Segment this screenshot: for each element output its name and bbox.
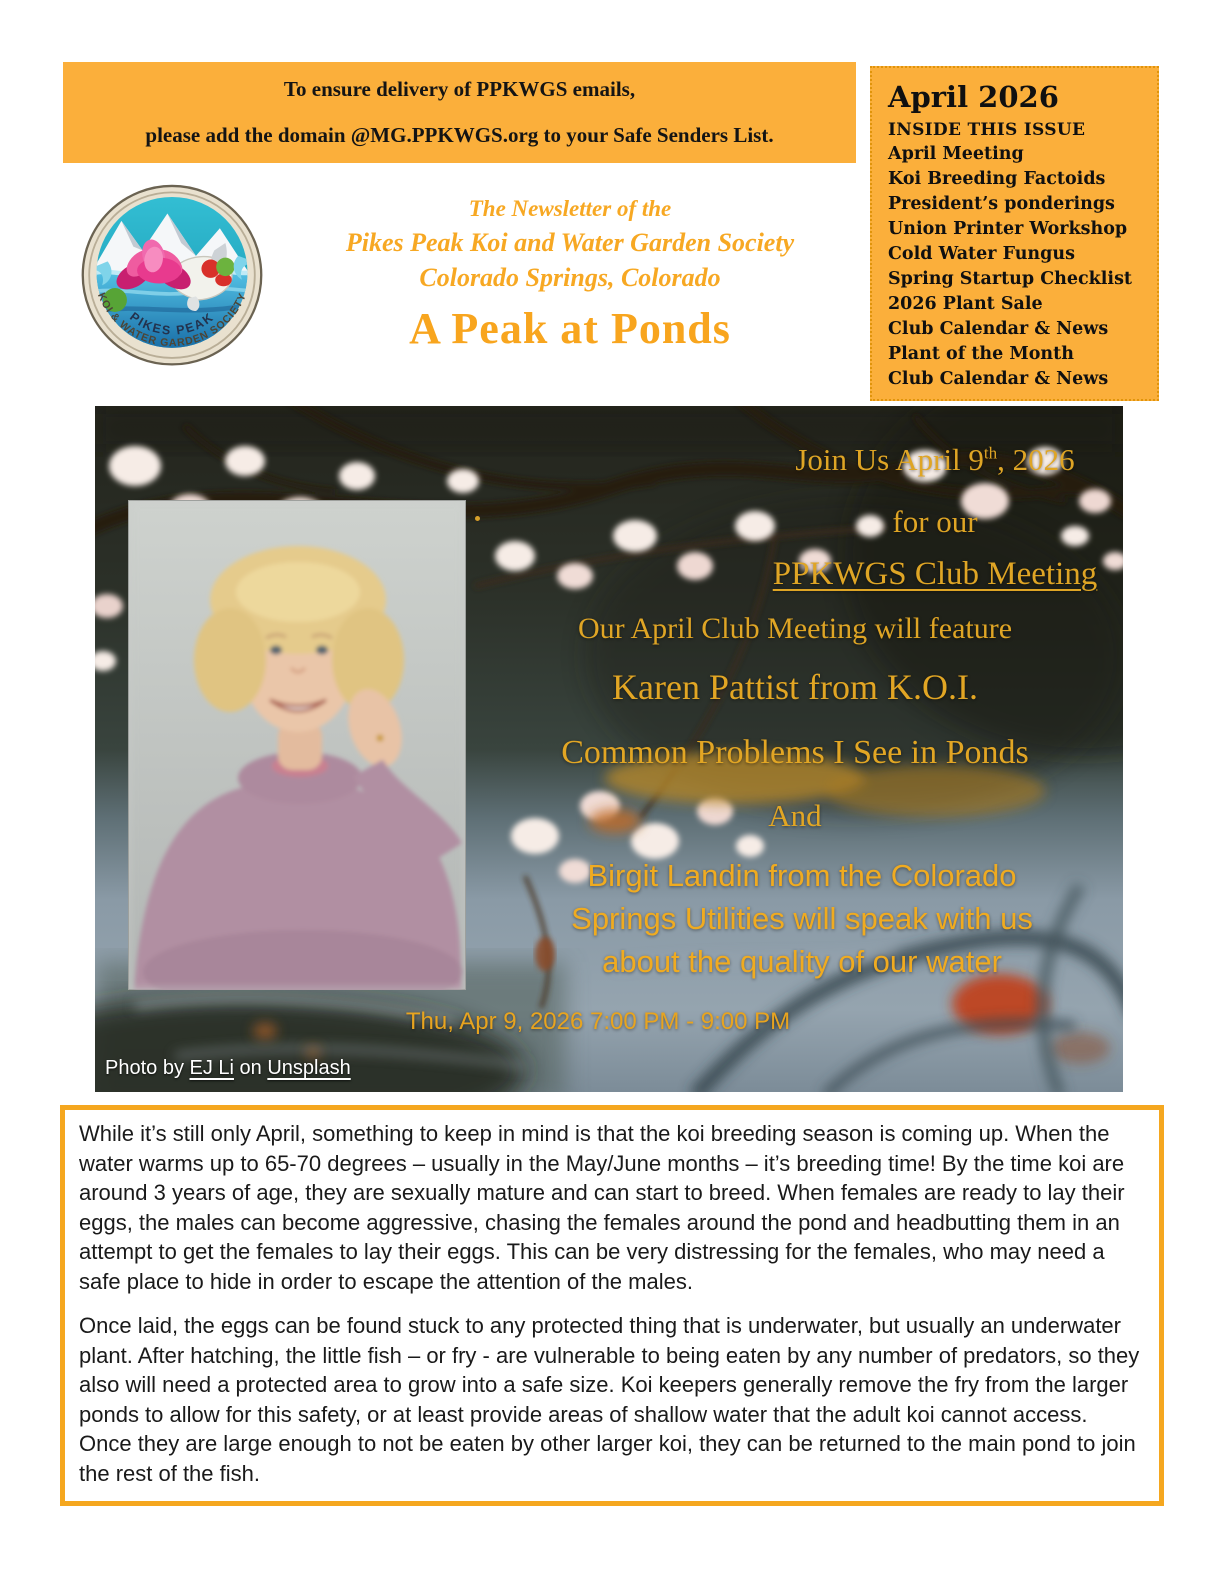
masthead: [300, 192, 840, 355]
inside-this-issue-box: [870, 66, 1159, 401]
and-label: And: [768, 798, 822, 833]
issue-toc-list: [888, 142, 1149, 392]
toc-item: 2026 Plant Sale: [888, 294, 1043, 314]
speaker2-line: Birgit Landin from the Colorado: [587, 858, 1017, 893]
issue-month-title: April 2026: [888, 80, 1059, 114]
unsplash-link[interactable]: Unsplash: [267, 1057, 351, 1079]
speaker-portrait-photo: [128, 500, 466, 990]
logo-arc-bottom-text: KOI & WATER GARDEN SOCIETY: [94, 290, 250, 350]
masthead-line-1: The Newsletter of the: [468, 196, 672, 221]
article-paragraph-2: Once laid, the eggs can be found stuck to any protected thing that is underwater, but usually an underwater plant. After hatching, the little fish – or fry - are vulnerable to being eaten by any number of predators, so they also will need a protected area to grow into a safe size. Koi keepers generally remove the fry from the larger ponds to allow for this safety, or at least provide areas of shallow water that the adult koi cannot access. Once they are large enough to not be eaten by other larger koi, they can be returned to the main pond to join the rest of the fish.: [79, 1313, 1140, 1486]
club-logo: [80, 182, 264, 372]
talk1-title: Common Problems I See in Ponds: [561, 734, 1029, 771]
stray-dot: [475, 516, 480, 521]
koi-society-logo-icon: [80, 182, 264, 372]
toc-item: Union Printer Workshop: [888, 219, 1128, 239]
speaker2-description: [425, 854, 1123, 983]
club-meeting-link-line: [655, 556, 1123, 593]
speaker2-line: Springs Utilities will speak with us: [571, 901, 1033, 936]
safe-senders-banner: [63, 62, 856, 163]
toc-item: Cold Water Fungus: [888, 244, 1075, 264]
toc-item: Koi Breeding Factoids: [888, 169, 1106, 189]
speaker1-name: Karen Pattist from K.O.I.: [612, 667, 978, 707]
toc-item: Plant of the Month: [888, 344, 1074, 364]
club-meeting-link[interactable]: PPKWGS Club Meeting: [772, 556, 1098, 592]
for-our-line: for our: [892, 504, 978, 539]
join-us-line: Join Us April 9th, 2026: [795, 442, 1075, 477]
meeting-datetime: Thu, Apr 9, 2026 7:00 PM - 9:00 PM: [405, 1008, 791, 1035]
logo-arc-top-text: PIKES PEAK: [127, 309, 217, 338]
ordinal-suffix: th: [983, 443, 998, 463]
photo-credit: Photo by EJ Li on Unsplash: [105, 1057, 351, 1079]
toc-item: Club Calendar & News: [888, 369, 1109, 389]
masthead-line-2: Pikes Peak Koi and Water Garden Society: [345, 228, 795, 257]
koi-breeding-article: [60, 1105, 1164, 1506]
meeting-announcement-photo: [95, 406, 1123, 1092]
issue-subtitle: INSIDE THIS ISSUE: [888, 120, 1086, 140]
article-paragraph-1: While it’s still only April, something to keep in mind is that the koi breeding season is coming up. When the water warms up to 65-70 degrees – usually in the May/June months – it’s breeding time! By the time koi are around 3 years of age, they are sexually mature and can start to breed. When females are ready to lay their eggs, the males can become aggressive, chasing the females around the pond and headbutting them in an attempt to get the females to lay their eggs. This can be very distressing for the females, who may need a safe place to hide in order to escape the attention of the males.: [79, 1121, 1125, 1294]
toc-item: Club Calendar & News: [888, 319, 1109, 339]
newsletter-title: A Peak at Ponds: [409, 304, 731, 353]
banner-line-2: please add the domain @MG.PPKWGS.org to your Safe Senders List.: [145, 123, 774, 147]
speaker2-line: about the quality of our water: [602, 944, 1002, 979]
masthead-line-3: Colorado Springs, Colorado: [419, 263, 721, 292]
toc-item: President’s ponderings: [888, 194, 1115, 214]
toc-item: April Meeting: [888, 144, 1024, 164]
feature-line: Our April Club Meeting will feature: [577, 612, 1013, 645]
photographer-link[interactable]: EJ Li: [189, 1057, 234, 1079]
banner-line-1: To ensure delivery of PPKWGS emails,: [283, 77, 636, 101]
toc-item: Spring Startup Checklist: [888, 269, 1133, 289]
lily-pad-icon: [216, 258, 234, 276]
